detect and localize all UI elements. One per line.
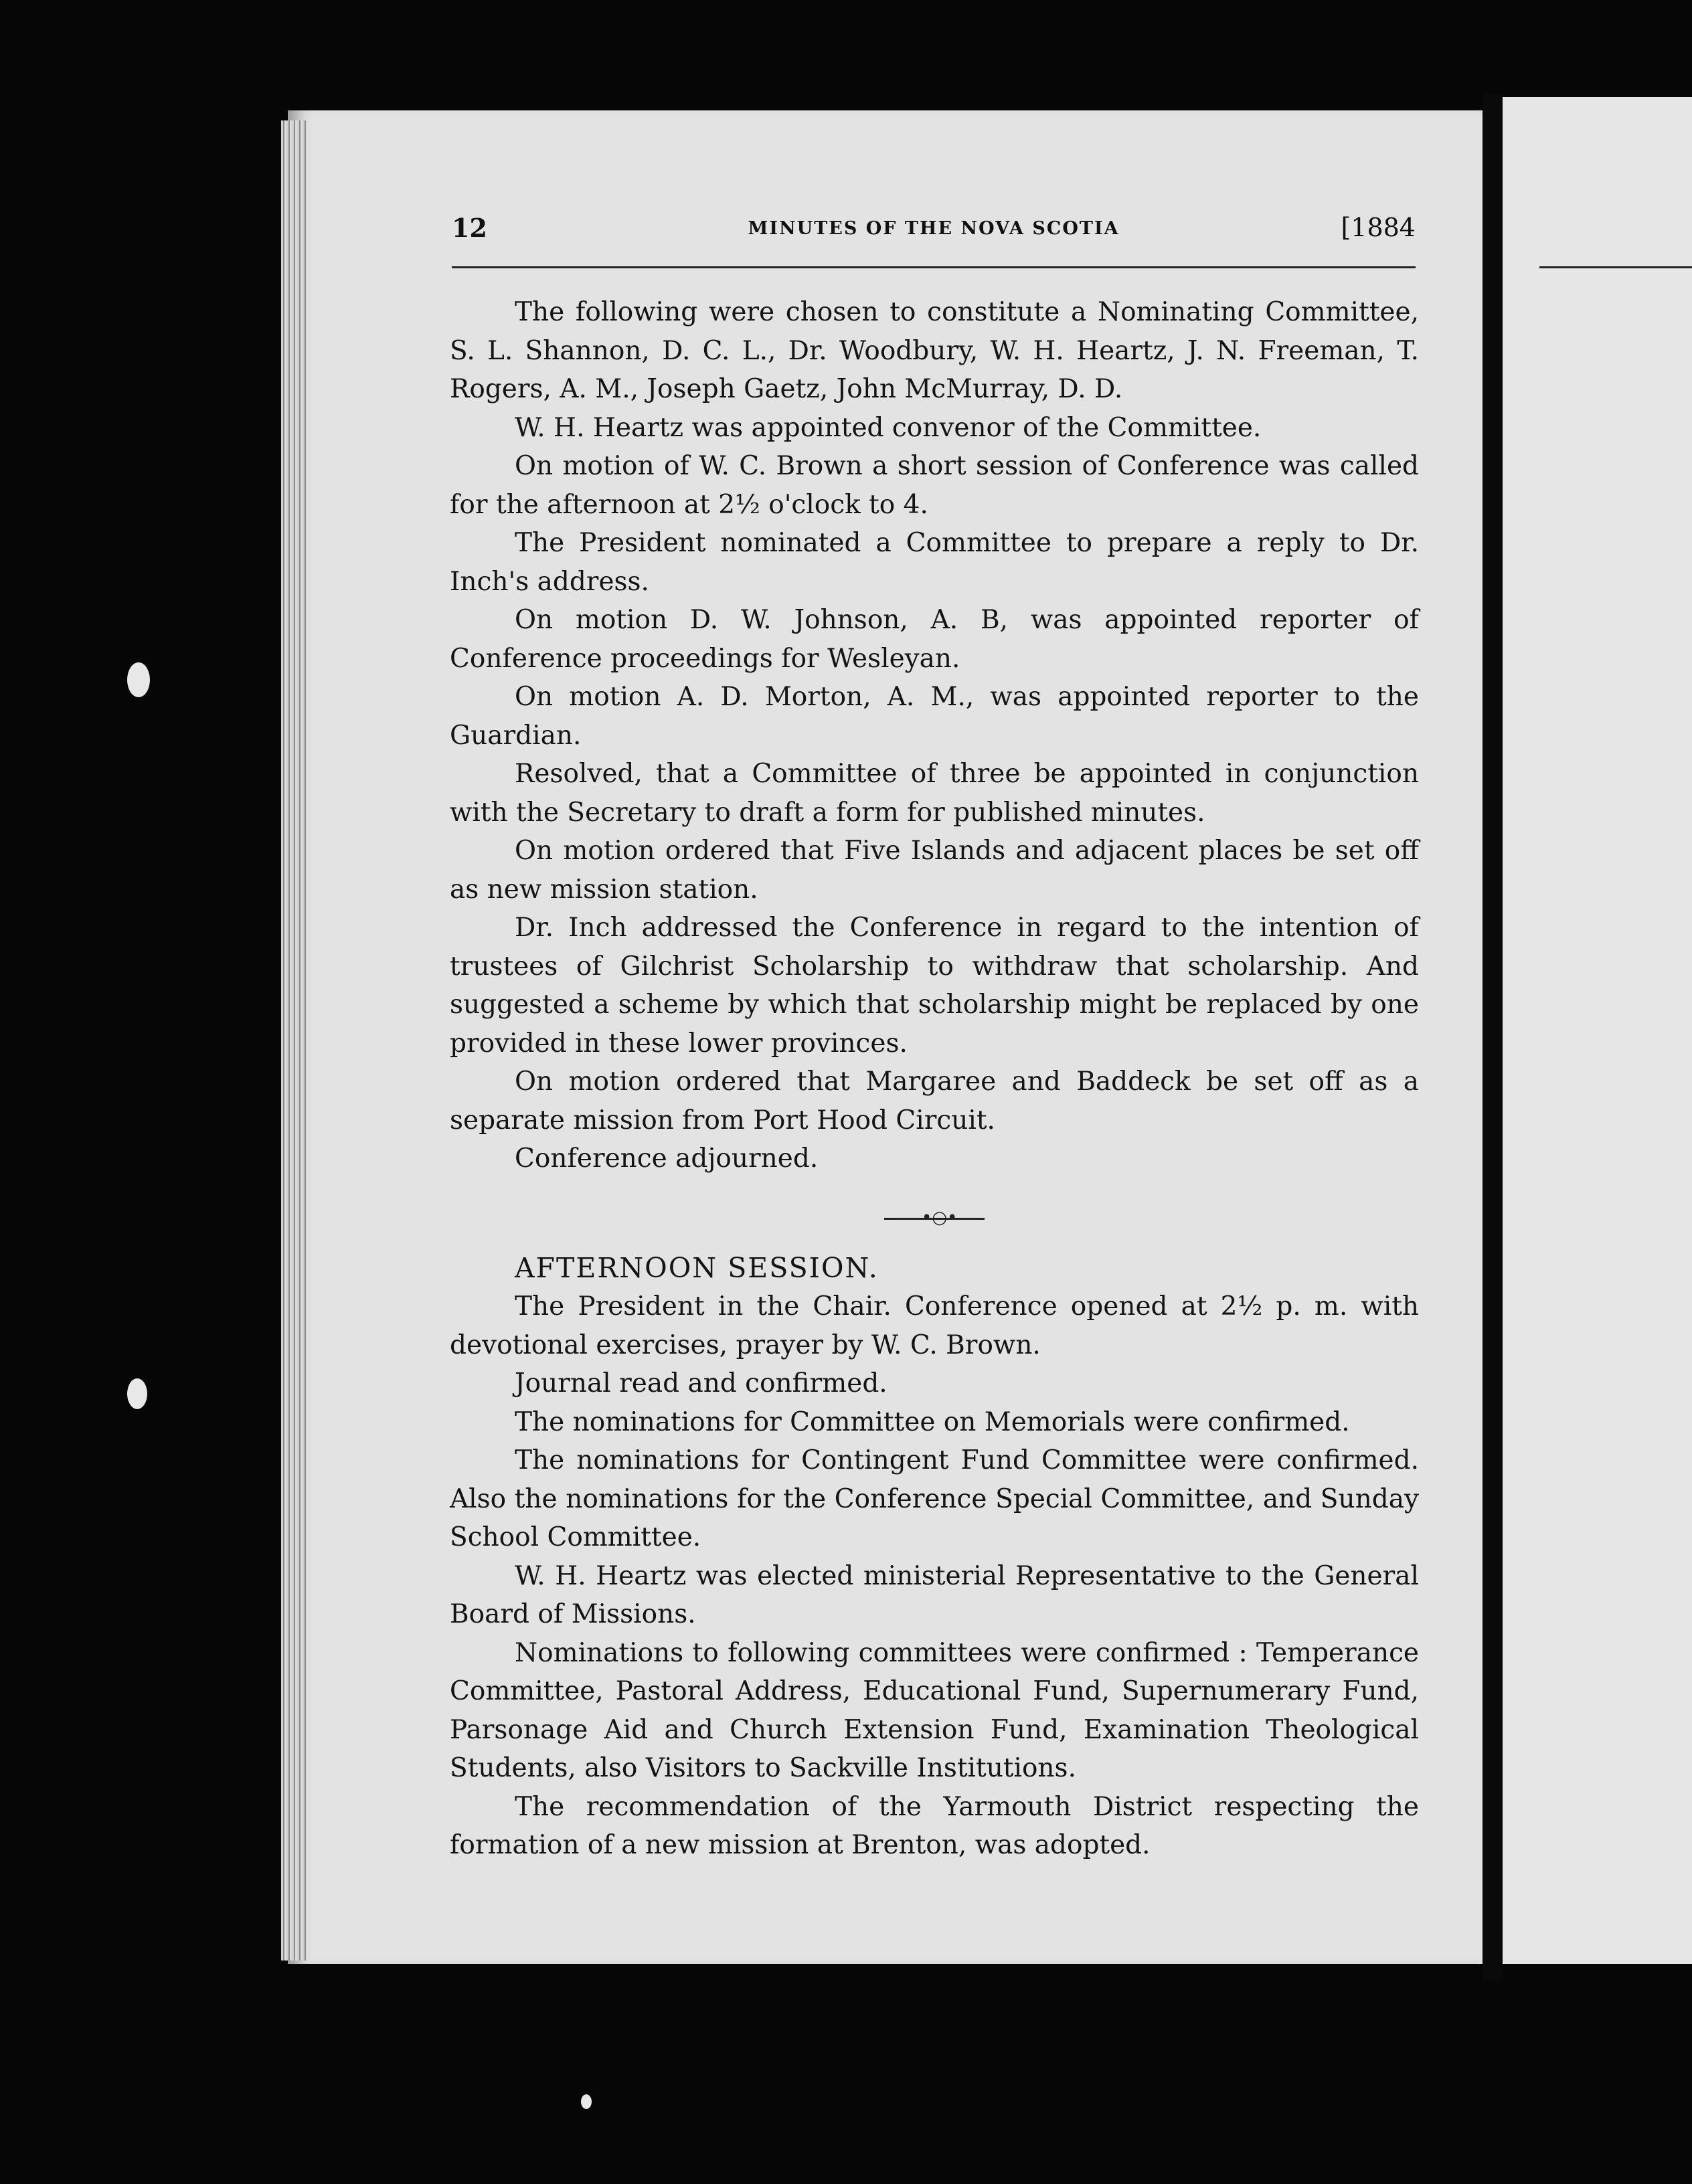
header-rule [452,266,1416,268]
paragraph: Resolved, that a Committee of three be appointed in conjunction with the Secretary to draft a form for published minutes. [450,759,1419,828]
paragraph: The President in the Chair. Conference opened at 2½ p. m. with devotional exercises, prayer by W. C. Brown. [450,1291,1419,1360]
right-header-rule [1539,266,1692,268]
running-title: MINUTES OF THE NOVA SCOTIA [748,218,1120,239]
paragraph: On motion D. W. Johnson, A. B, was appointed reporter of Conference proceedings for Wesleyan. [450,605,1419,674]
paragraph: The following were chosen to constitute a Nominating Committee, S. L. Shannon, D. C. L., Dr. Woodbury, W. H. Heartz, J. N. Freeman, T. Rogers, A. M., Joseph Gaetz, John McMurray, D. D. [450,297,1419,404]
dust-speck [127,1378,147,1409]
paragraph: The recommendation of the Yarmouth District respecting the formation of a new mission at Brenton, was adopted. [450,1791,1419,1860]
running-head [452,213,1416,246]
page-edges [281,120,308,1961]
paragraph: Journal read and confirmed. [515,1368,887,1398]
paragraph: Nominations to following committees were confirmed : Temperance Committee, Pastoral Address, Educational Fund, Supernumerary Fund, Parsonage Aid and Church Extension Fund, Examination Theological Students, also Visitors to Sackville Institutions. [450,1637,1419,1783]
paragraph: On motion ordered that Five Islands and adjacent places be set off as new mission station. [450,836,1419,905]
paragraph: The nominations for Contingent Fund Committee were confirmed. Also the nominations for the Conference Special Committee, and Sunday School Committee. [450,1445,1419,1552]
paragraph: On motion of W. C. Brown a short session of Conference was called for the afternoon at 2½ o'clock to 4. [450,451,1419,520]
paragraph: Dr. Inch addressed the Conference in regard to the intention of trustees of Gilchrist Scholarship to withdraw that scholarship. And suggested a scheme by which that scholarship might be replaced by one provided in these lower provinces. [450,913,1419,1059]
book-gutter [1483,94,1503,1981]
year-mark: [1884 [1341,213,1416,242]
page-body [450,293,1419,1865]
section-ornament: •○• [884,1213,985,1224]
page-number: 12 [452,213,487,243]
paragraph: On motion ordered that Margaree and Baddeck be set off as a separate mission from Port Hood Circuit. [450,1067,1419,1135]
paragraph: The President nominated a Committee to prepare a reply to Dr. Inch's address. [450,528,1419,597]
paragraph: On motion A. D. Morton, A. M., was appointed reporter to the Guardian. [450,682,1419,751]
right-page [1503,97,1692,1964]
dust-speck [581,2094,592,2109]
paragraph: The nominations for Committee on Memorials were confirmed. [515,1406,1350,1437]
dust-speck [127,662,150,697]
paragraph: W. H. Heartz was appointed convenor of the Committee. [515,412,1262,443]
paragraph: W. H. Heartz was elected ministerial Representative to the General Board of Missions. [450,1560,1419,1629]
paragraph: Conference adjourned. [515,1144,819,1174]
section-heading: AFTERNOON SESSION. [515,1251,879,1284]
